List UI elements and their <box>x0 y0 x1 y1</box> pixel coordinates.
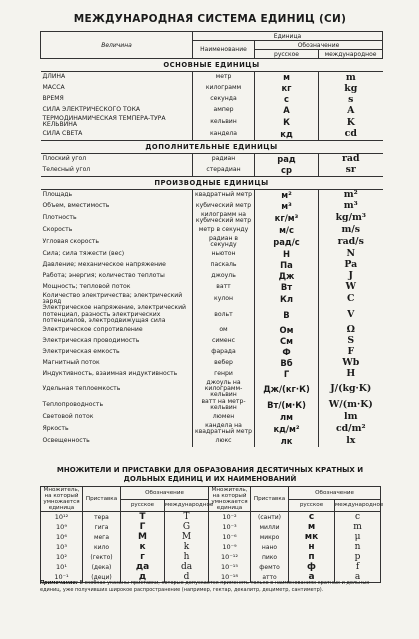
prefix-international-right-cell: p <box>335 552 381 562</box>
prefix-prefix-right-cell: нано <box>251 542 289 552</box>
unit-name-cell: радиан в секунду <box>193 236 255 249</box>
international-symbol-cell: H <box>319 369 383 380</box>
quantity-cell: Количество электричества; электрический заряд <box>42 291 183 305</box>
russian-symbol-cell: кг/м³ <box>255 212 319 225</box>
prefix-international-right-cell: n <box>335 542 381 552</box>
international-symbol-cell: cd <box>319 129 383 141</box>
unit-name-cell: ом <box>193 325 255 336</box>
quantity-cell: ВРЕМЯ <box>42 95 64 103</box>
prefix-prefix-left-cell: тера <box>83 512 121 523</box>
international-symbol-cell: s <box>319 94 383 105</box>
international-symbol-cell: m³ <box>319 201 383 212</box>
quantity-cell: Мощность; тепловой поток <box>42 282 131 290</box>
prefix-international-left-cell: T <box>165 512 209 523</box>
prefix-row <box>41 532 381 542</box>
quantity-cell: Магнитный поток <box>42 358 100 366</box>
section-header <box>41 59 383 72</box>
pref-header-prefix-left: Приставка <box>83 487 121 512</box>
header-name: Наименование <box>193 41 255 59</box>
international-symbol-cell: S <box>319 336 383 347</box>
unit-name-cell: кандела <box>193 129 255 141</box>
russian-symbol-cell: м/с <box>255 225 319 236</box>
international-symbol-cell: A <box>319 105 383 116</box>
quantity-cell: Сила; сила тяжести (вес) <box>42 249 125 257</box>
prefix-russian-right-cell: н <box>289 542 335 552</box>
russian-symbol-cell: А <box>255 105 319 116</box>
unit-name-cell: кандела на квадратный метр <box>193 423 255 436</box>
quantity-cell: Давление; механическое напряжение <box>42 260 166 268</box>
prefix-row <box>41 522 381 532</box>
russian-symbol-cell: м <box>255 72 319 84</box>
section-title: ОСНОВНЫЕ ЕДИНИЦЫ <box>41 59 383 72</box>
footnote-text: В скобках указаны приставки, которые допускается применять только в наименованиях кратных и дольных единиц, уже получивших широкое распространение (например, гектар, декалитр, дециметр, сантиметр). <box>40 580 370 593</box>
prefix-russian-right-cell: ф <box>289 562 335 572</box>
quantity-cell: Телесный угол <box>42 166 91 174</box>
unit-row <box>41 325 383 336</box>
russian-symbol-cell: Ом <box>255 325 319 336</box>
international-symbol-cell: N <box>319 249 383 260</box>
unit-row <box>41 72 383 84</box>
unit-name-cell: ньютон <box>193 249 255 260</box>
unit-name-cell: метр в секунду <box>193 225 255 236</box>
international-symbol-cell: Ω <box>319 325 383 336</box>
prefix-multiplier-right-cell: 10⁻⁹ <box>209 542 251 552</box>
russian-symbol-cell: с <box>255 94 319 105</box>
russian-symbol-cell: лк <box>255 436 319 447</box>
quantity-cell: Индуктивность, взаимная индуктивность <box>42 369 178 377</box>
prefix-prefix-right-cell: атто <box>251 572 289 583</box>
prefix-multiplier-right-cell: 10⁻³ <box>209 522 251 532</box>
unit-row <box>41 305 383 324</box>
quantity-cell: ДЛИНА <box>42 73 66 81</box>
russian-symbol-cell: Вт/(м·К) <box>255 399 319 412</box>
prefix-russian-left-cell: к <box>121 542 165 552</box>
unit-row <box>41 153 383 165</box>
unit-name-cell: кельвин <box>193 116 255 129</box>
unit-name-cell: ампер <box>193 105 255 116</box>
international-symbol-cell: rad <box>319 153 383 165</box>
unit-row <box>41 236 383 249</box>
prefix-prefix-right-cell: пико <box>251 552 289 562</box>
quantity-cell: Теплопроводность <box>42 401 104 409</box>
unit-name-cell: ватт на метр-кельвин <box>193 399 255 412</box>
unit-name-cell: вебер <box>193 358 255 369</box>
prefix-multiplier-right-cell: 10⁻¹² <box>209 552 251 562</box>
prefix-prefix-left-cell: мега <box>83 532 121 542</box>
prefix-russian-right-cell: п <box>289 552 335 562</box>
prefix-international-left-cell: k <box>165 542 209 552</box>
prefix-international-right-cell: c <box>335 512 381 523</box>
quantity-cell: Яркость <box>42 424 69 432</box>
footnote-label: Примечание: <box>40 580 78 586</box>
prefix-russian-left-cell: д <box>121 572 165 583</box>
prefix-multiplier-left-cell: 10³ <box>41 542 83 552</box>
prefix-international-right-cell: a <box>335 572 381 583</box>
unit-row <box>41 83 383 94</box>
quantity-cell: Электрическое напряжение, электрический потенциал, разность электрических потенциалов, электродвижущая сила <box>42 304 187 325</box>
international-symbol-cell: rad/s <box>319 236 383 249</box>
unit-row <box>41 380 383 399</box>
unit-row <box>41 249 383 260</box>
quantity-cell: Угловая скорость <box>42 237 99 245</box>
header-quantity: Величина <box>41 32 193 59</box>
prefix-russian-right-cell: м <box>289 522 335 532</box>
pref-header-prefix-right: Приставка <box>251 487 289 512</box>
unit-name-cell: килограмм <box>193 83 255 94</box>
international-symbol-cell: C <box>319 293 383 306</box>
unit-name-cell: квадратный метр <box>193 189 255 201</box>
prefix-international-right-cell: μ <box>335 532 381 542</box>
russian-symbol-cell: м² <box>255 189 319 201</box>
unit-row <box>41 336 383 347</box>
russian-symbol-cell: Па <box>255 260 319 271</box>
unit-row <box>41 165 383 177</box>
russian-symbol-cell: рад/с <box>255 236 319 249</box>
russian-symbol-cell: кг <box>255 83 319 94</box>
international-symbol-cell: kg <box>319 83 383 94</box>
unit-name-cell: сименс <box>193 336 255 347</box>
quantity-cell: Скорость <box>42 225 73 233</box>
prefix-russian-right-cell: мк <box>289 532 335 542</box>
unit-name-cell: кулон <box>193 293 255 306</box>
header-designation: Обозначение <box>255 41 383 50</box>
section-header <box>41 140 383 153</box>
unit-row <box>41 129 383 141</box>
prefix-multiplier-right-cell: 10⁻⁶ <box>209 532 251 542</box>
prefix-prefix-right-cell: микро <box>251 532 289 542</box>
prefix-prefix-right-cell: (санти) <box>251 512 289 523</box>
section-title: ПРОИЗВОДНЫЕ ЕДИНИЦЫ <box>41 176 383 189</box>
unit-name-cell: метр <box>193 72 255 84</box>
quantity-cell: Плоский угол <box>42 155 87 163</box>
unit-row <box>41 423 383 436</box>
quantity-cell: Электрическое сопротивление <box>42 325 143 333</box>
quantity-cell: Освещенность <box>42 436 90 444</box>
russian-symbol-cell: Дж <box>255 271 319 282</box>
russian-symbol-cell: В <box>255 305 319 324</box>
international-symbol-cell: m² <box>319 189 383 201</box>
pref-header-international-left: международное <box>165 499 209 512</box>
pref-header-multiplier-right: Множитель, на который умножается единица <box>209 487 251 512</box>
quantity-cell: СИЛА ЭЛЕКТРИЧЕСКОГО ТОКА <box>42 106 141 114</box>
prefix-prefix-left-cell: гига <box>83 522 121 532</box>
prefix-russian-left-cell: Т <box>121 512 165 523</box>
unit-row <box>41 189 383 201</box>
prefix-row <box>41 552 381 562</box>
section-title: ДОПОЛНИТЕЛЬНЫЕ ЕДИНИЦЫ <box>41 140 383 153</box>
header-international: международное <box>319 50 383 59</box>
prefix-russian-right-cell: с <box>289 512 335 523</box>
si-units-table <box>40 31 383 447</box>
quantity-cell: ТЕРМОДИНАМИЧЕСКАЯ ТЕМПЕРА-ТУРА КЕЛЬВИНА <box>42 115 166 129</box>
prefix-multiplier-left-cell: 10¹² <box>41 512 83 523</box>
prefix-prefix-right-cell: милли <box>251 522 289 532</box>
prefix-prefix-left-cell: (гекто) <box>83 552 121 562</box>
unit-row <box>41 347 383 358</box>
international-symbol-cell: F <box>319 347 383 358</box>
prefix-row <box>41 562 381 572</box>
international-symbol-cell: Pa <box>319 260 383 271</box>
prefix-multiplier-right-cell: 10⁻¹⁸ <box>209 572 251 583</box>
prefix-multiplier-left-cell: 10⁻¹ <box>41 572 83 583</box>
page-title: МЕЖДУНАРОДНАЯ СИСТЕМА ЕДИНИЦ (СИ) <box>73 13 347 25</box>
international-symbol-cell: J/(kg·K) <box>319 380 383 399</box>
unit-name-cell: кубический метр <box>193 201 255 212</box>
unit-name-cell: вольт <box>193 305 255 324</box>
quantity-cell: Электрическая проводимость <box>42 336 140 344</box>
unit-name-cell: ватт <box>193 282 255 293</box>
prefix-russian-right-cell: а <box>289 572 335 583</box>
unit-row <box>41 116 383 129</box>
russian-symbol-cell: Кл <box>255 293 319 306</box>
quantity-cell: Электрическая емкость <box>42 347 120 355</box>
prefix-international-right-cell: f <box>335 562 381 572</box>
russian-symbol-cell: См <box>255 336 319 347</box>
russian-symbol-cell: Вт <box>255 282 319 293</box>
pref-header-russian-right: русское <box>289 499 335 512</box>
unit-row <box>41 358 383 369</box>
russian-symbol-cell: лм <box>255 412 319 423</box>
prefix-prefix-right-cell: фемто <box>251 562 289 572</box>
unit-row <box>41 94 383 105</box>
prefix-row <box>41 512 381 523</box>
russian-symbol-cell: Дж/(кг·К) <box>255 380 319 399</box>
prefix-russian-left-cell: Г <box>121 522 165 532</box>
prefix-international-left-cell: da <box>165 562 209 572</box>
unit-row <box>41 271 383 282</box>
prefix-international-left-cell: M <box>165 532 209 542</box>
unit-row <box>41 282 383 293</box>
header-russian: русское <box>255 50 319 59</box>
prefix-russian-left-cell: М <box>121 532 165 542</box>
prefix-international-left-cell: h <box>165 552 209 562</box>
russian-symbol-cell: ср <box>255 165 319 177</box>
international-symbol-cell: kg/m³ <box>319 212 383 225</box>
section-header <box>41 176 383 189</box>
quantity-cell: Площадь <box>42 191 73 199</box>
unit-name-cell: килограмм на кубический метр <box>193 212 255 225</box>
prefix-row <box>41 542 381 552</box>
unit-name-cell: люкс <box>193 436 255 447</box>
prefix-multiplier-left-cell: 10⁶ <box>41 532 83 542</box>
russian-symbol-cell: рад <box>255 153 319 165</box>
unit-name-cell: люмен <box>193 412 255 423</box>
quantity-cell: Работа; энергия; количество теплоты <box>42 271 165 279</box>
quantity-cell: Удельная теплоемкость <box>42 385 121 393</box>
prefix-multiplier-left-cell: 10⁹ <box>41 522 83 532</box>
unit-name-cell: джоуль <box>193 271 255 282</box>
international-symbol-cell: sr <box>319 165 383 177</box>
prefix-multiplier-right-cell: 10⁻² <box>209 512 251 523</box>
russian-symbol-cell: кд/м² <box>255 423 319 436</box>
international-symbol-cell: m <box>319 72 383 84</box>
russian-symbol-cell: кд <box>255 129 319 141</box>
prefix-prefix-left-cell: (дека) <box>83 562 121 572</box>
international-symbol-cell: W <box>319 282 383 293</box>
international-symbol-cell: m/s <box>319 225 383 236</box>
unit-name-cell: радиан <box>193 153 255 165</box>
prefix-russian-left-cell: г <box>121 552 165 562</box>
pref-header-international-right: международное <box>335 499 381 512</box>
international-symbol-cell: cd/m² <box>319 423 383 436</box>
pref-header-designation-left: Обозначение <box>121 487 209 500</box>
unit-name-cell: фарада <box>193 347 255 358</box>
prefix-international-right-cell: m <box>335 522 381 532</box>
header-units: Единица <box>193 32 383 41</box>
footnote <box>40 580 382 594</box>
unit-row <box>41 369 383 380</box>
quantity-cell: Световой поток <box>42 413 94 421</box>
unit-row <box>41 399 383 412</box>
russian-symbol-cell: Г <box>255 369 319 380</box>
international-symbol-cell: K <box>319 116 383 129</box>
unit-row <box>41 212 383 225</box>
unit-name-cell: секунда <box>193 94 255 105</box>
pref-header-multiplier-left: Множитель, на который умножается единица <box>41 487 83 512</box>
prefix-prefix-left-cell: (деци) <box>83 572 121 583</box>
prefix-prefix-left-cell: кило <box>83 542 121 552</box>
international-symbol-cell: Wb <box>319 358 383 369</box>
russian-symbol-cell: Вб <box>255 358 319 369</box>
prefix-international-left-cell: d <box>165 572 209 583</box>
unit-name-cell: генри <box>193 369 255 380</box>
international-symbol-cell: J <box>319 271 383 282</box>
quantity-cell: Объем, вместимость <box>42 202 110 210</box>
international-symbol-cell: V <box>319 305 383 324</box>
prefixes-title: МНОЖИТЕЛИ И ПРИСТАВКИ ДЛЯ ОБРАЗОВАНИЯ ДЕСЯТИЧНЫХ КРАТНЫХ И ДОЛЬНЫХ ЕДИНИЦ И ИХ НАИМЕНОВАНИЙ <box>56 466 364 483</box>
prefix-multiplier-left-cell: 10² <box>41 552 83 562</box>
unit-name-cell: стерадиан <box>193 165 255 177</box>
prefix-multiplier-left-cell: 10¹ <box>41 562 83 572</box>
unit-name-cell: паскаль <box>193 260 255 271</box>
unit-name-cell: джоуль на килограмм-кельвин <box>193 380 255 399</box>
quantity-cell: МАССА <box>42 84 65 92</box>
prefixes-table <box>40 486 384 583</box>
international-symbol-cell: lm <box>319 412 383 423</box>
russian-symbol-cell: м³ <box>255 201 319 212</box>
unit-row <box>41 260 383 271</box>
quantity-cell: Плотность <box>42 214 77 222</box>
prefix-multiplier-right-cell: 10⁻¹⁵ <box>209 562 251 572</box>
russian-symbol-cell: Ф <box>255 347 319 358</box>
quantity-cell: СИЛА СВЕТА <box>42 130 83 138</box>
russian-symbol-cell: Н <box>255 249 319 260</box>
international-symbol-cell: lx <box>319 436 383 447</box>
pref-header-designation-right: Обозначение <box>289 487 381 500</box>
prefix-russian-left-cell: да <box>121 562 165 572</box>
international-symbol-cell: W/(m·K) <box>319 399 383 412</box>
pref-header-russian-left: русское <box>121 499 165 512</box>
prefix-international-left-cell: G <box>165 522 209 532</box>
russian-symbol-cell: К <box>255 116 319 129</box>
unit-row <box>41 436 383 447</box>
